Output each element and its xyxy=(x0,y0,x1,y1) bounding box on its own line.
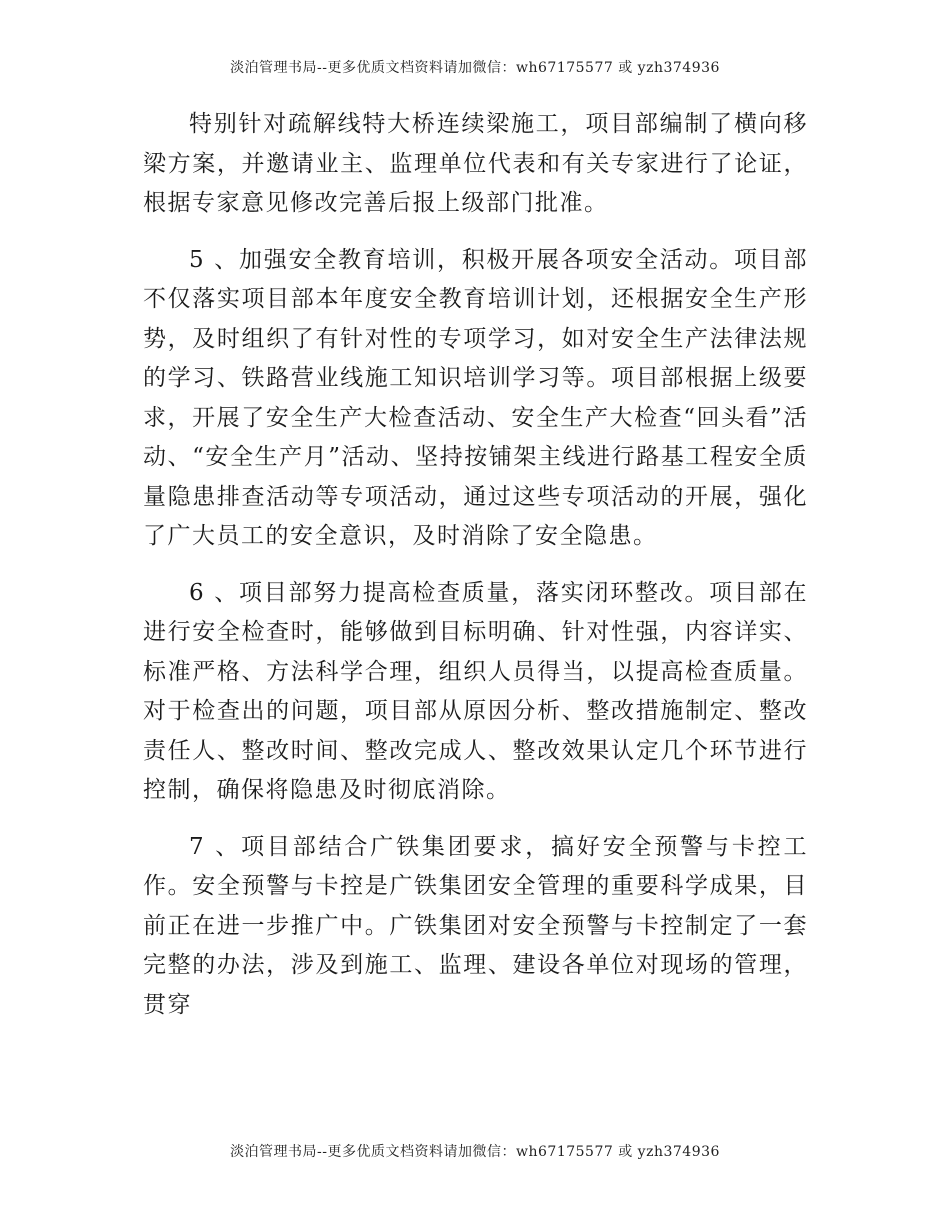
paragraph-1: 特别针对疏解线特大桥连续梁施工，项目部编制了横向移梁方案，并邀请业主、监理单位代表和有关专家进行了论证，根据专家意见修改完善后报上级部门批准。 xyxy=(143,111,808,216)
paragraph-3: 6 、项目部努力提高检查质量，落实闭环整改。项目部在进行安全检查时，能够做到目标明确、针对性强，内容详实、标准严格、方法科学合理，组织人员得当，以提高检查质量。对于检查出的问题，项目部从原因分析、整改措施制定、整改责任人、整改时间、整改完成人、整改效果认定几个环节进行控制，确保将隐患及时彻底消除。 xyxy=(143,579,808,803)
page-footer: 淡泊管理书局--更多优质文档资料请加微信：wh67175577 或 yzh374936 xyxy=(230,1144,720,1160)
document-body xyxy=(143,105,808,1042)
paragraph-2: 5 、加强安全教育培训，积极开展各项安全活动。项目部不仅落实项目部本年度安全教育培训计划，还根据安全生产形势，及时组织了有针对性的专项学习，如对安全生产法律法规的学习、铁路营业线施工知识培训学习等。项目部根据上级要求，开展了安全生产大检查活动、安全生产大检查“回头看”活动、“安全生产月”活动、坚持按铺架主线进行路基工程安全质量隐患排查活动等专项活动，通过这些专项活动的开展，强化了广大员工的安全意识，及时消除了安全隐患。 xyxy=(143,246,808,549)
paragraph-4: 7 、项目部结合广铁集团要求，搞好安全预警与卡控工作。安全预警与卡控是广铁集团安全管理的重要科学成果，目前正在进一步推广中。广铁集团对安全预警与卡控制定了一套完整的办法，涉及到施工、监理、建设各单位对现场的管理，贯穿 xyxy=(143,833,808,1018)
page-header: 淡泊管理书局--更多优质文档资料请加微信：wh67175577 或 yzh374936 xyxy=(230,60,720,76)
